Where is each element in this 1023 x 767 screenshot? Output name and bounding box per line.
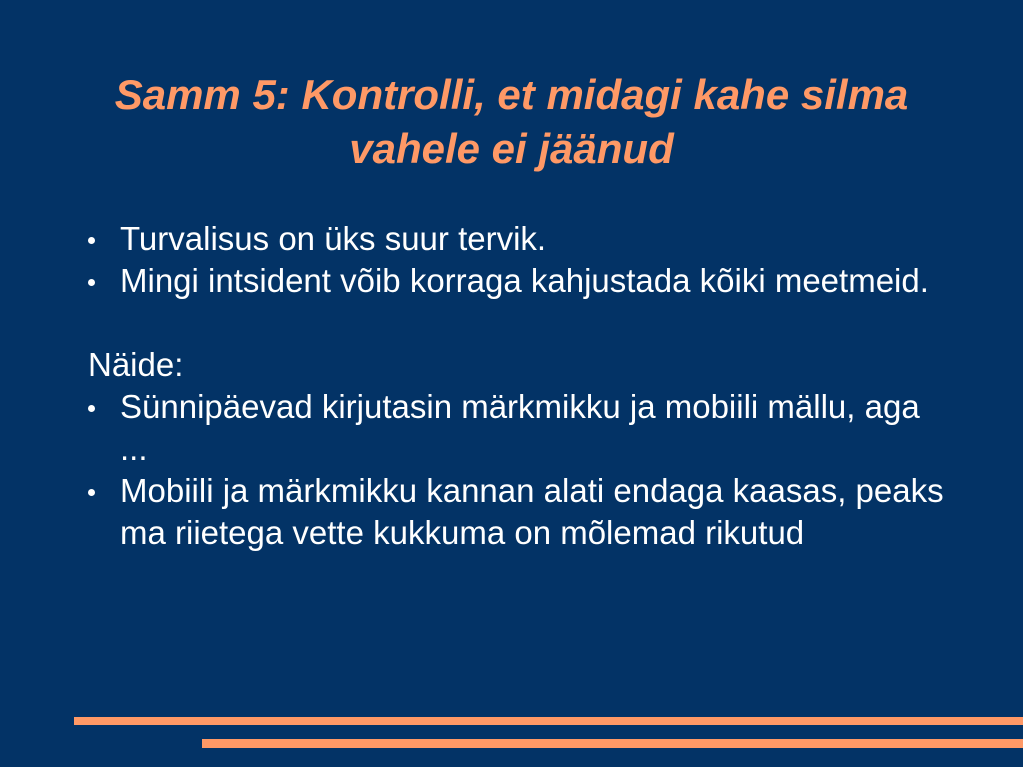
decorative-line-top	[74, 717, 1023, 725]
bullet-dot-icon	[88, 279, 95, 286]
bullet-item	[88, 218, 948, 260]
bullet-item	[88, 386, 948, 470]
bullet-dot-icon	[88, 489, 95, 496]
decorative-line-bottom	[202, 739, 1023, 748]
example-label: Näide:	[88, 346, 184, 383]
bullet-text: Turvalisus on üks suur tervik.	[120, 220, 547, 257]
blank-line	[88, 302, 948, 344]
slide-title: Samm 5: Kontrolli, et midagi kahe silma vahele ei jäänud	[114, 71, 909, 172]
bullet-dot-icon	[88, 405, 95, 412]
bullet-text: Sünnipäevad kirjutasin märkmikku ja mobiili mällu, aga ...	[120, 388, 920, 467]
bullet-item	[88, 260, 948, 302]
bullet-dot-icon	[88, 237, 95, 244]
bullet-item	[88, 470, 948, 554]
slide-body	[88, 218, 948, 554]
bullet-text: Mingi intsident võib korraga kahjustada kõiki meetmeid.	[120, 262, 929, 299]
bullet-text: Mobiili ja märkmikku kannan alati endaga kaasas, peaks ma riietega vette kukkuma on mõlemad rikutud	[120, 472, 944, 551]
